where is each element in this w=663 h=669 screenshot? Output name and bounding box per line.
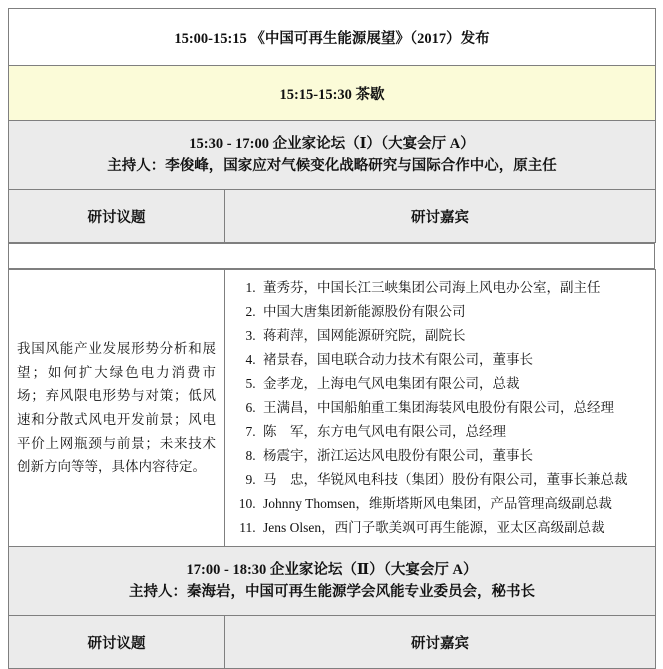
table-row: [9, 270, 656, 547]
row-release: [9, 9, 656, 66]
list-item: 2. 中国大唐集团新能源股份有限公司: [259, 300, 647, 324]
header-guests: 研讨嘉宾: [225, 190, 656, 243]
forum-one-host: 主持人：李俊峰，国家应对气候变化战略研究与国际合作中心，原主任: [107, 158, 557, 174]
header-guests-two: 研讨嘉宾: [225, 616, 656, 669]
forum-one-cell: [9, 121, 656, 190]
row-column-headers-two: [9, 616, 656, 669]
forum-two-title: 17:00 - 18:30 企业家论坛（Ⅱ）（大宴会厅 A）: [186, 561, 478, 578]
release-text: 15:00-15:15 《中国可再生能源展望》（2017）发布: [9, 9, 656, 66]
list-item: 8. 杨震宇，浙江运达风电股份有限公司，董事长: [259, 444, 647, 468]
row-forum-one: [9, 121, 656, 190]
guests-cell: [225, 270, 656, 547]
topic-text: 我国风能产业发展形势分析和展望；如何扩大绿色电力消费市场；弃风限电形势与对策；低风速和分散式风电开发前景；风电平价上网瓶颈与前景；未来技术创新方向等等，具体内容待定。: [9, 270, 225, 547]
agenda-spacer-table: [8, 243, 655, 269]
header-topic: 研讨议题: [9, 190, 225, 243]
list-item: 5. 金孝龙，上海电气风电集团有限公司，总裁: [259, 372, 647, 396]
list-item: 3. 蒋莉萍，国网能源研究院，副院长: [259, 324, 647, 348]
row-column-headers-one: [9, 190, 656, 243]
agenda-table: [8, 8, 656, 243]
list-item: 11. Jens Olsen，西门子歌美飒可再生能源，亚太区高级副总裁: [259, 516, 647, 540]
gap-cell: [9, 244, 655, 269]
forum-two-host: 主持人：秦海岩，中国可再生能源学会风能专业委员会，秘书长: [129, 584, 535, 601]
list-item: 4. 褚景春，国电联合动力技术有限公司，董事长: [259, 348, 647, 372]
list-item: 9. 马 忠，华锐风电科技（集团）股份有限公司，董事长兼总裁: [259, 468, 647, 492]
table-gap: [9, 244, 655, 269]
list-item: 7. 陈 军，东方电气风电有限公司，总经理: [259, 420, 647, 444]
row-forum-two: [9, 547, 656, 616]
tea-break-text: 15:15-15:30 茶歇: [9, 66, 656, 121]
guest-list: [233, 276, 647, 540]
row-tea-break: [9, 66, 656, 121]
forum-one-title: 15:30 - 17:00 企业家论坛（Ⅰ）（大宴会厅 A）: [189, 135, 475, 152]
header-topic-two: 研讨议题: [9, 616, 225, 669]
list-item: 10. Johnny Thomsen，维斯塔斯风电集团，产品管理高级副总裁: [259, 492, 647, 516]
list-item: 6. 王满昌，中国船舶重工集团海装风电股份有限公司，总经理: [259, 396, 647, 420]
list-item: 1. 董秀芬，中国长江三峡集团公司海上风电办公室，副主任: [259, 276, 647, 300]
agenda-table-body: [8, 269, 656, 669]
forum-two-cell: [9, 547, 656, 616]
